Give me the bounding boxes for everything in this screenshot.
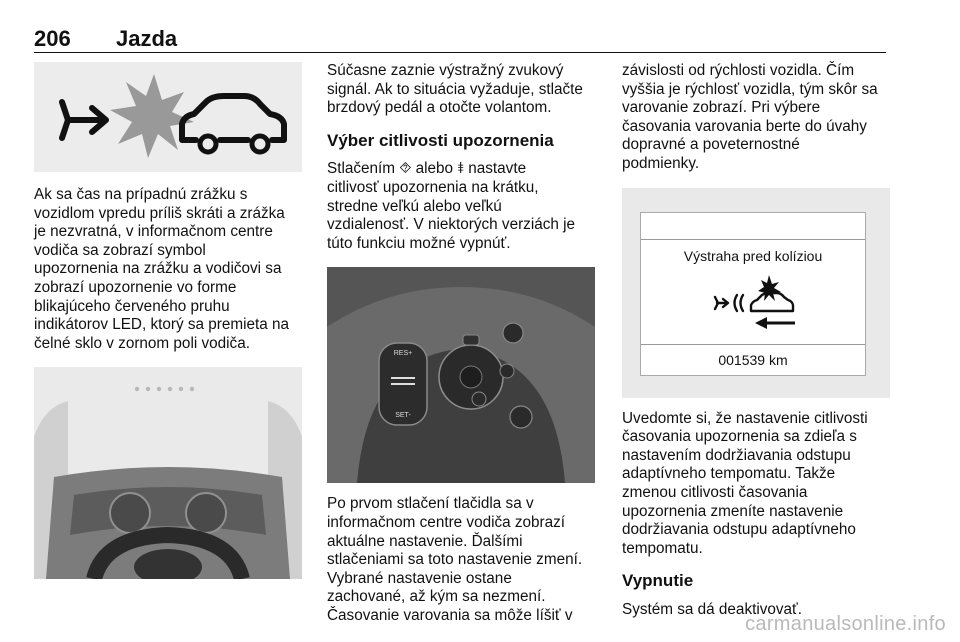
page-number: 206 xyxy=(34,26,71,51)
column-1 xyxy=(34,62,302,579)
col2-paragraph-1: Súčasne zaznie výstražný zvukový signál. Ak to situácia vyžaduje, stlačte brzdový pedál a otočte volantom. xyxy=(327,62,583,117)
steering-wheel-buttons xyxy=(327,267,595,483)
col2-paragraph-2: Stlačením ⯑ alebo ⯒ nastavte citlivosť upozornenia na krátku, stredne veľkú alebo veľkú vzdialenosť. V niektorých verziách je túto funkciu možné vypnúť. xyxy=(327,160,576,252)
heading-sensitivity: Výber citlivosti upozornenia xyxy=(327,130,554,150)
display-screen xyxy=(640,212,866,376)
collision-symbol-figure xyxy=(34,62,302,172)
section-title: Jazda xyxy=(116,26,178,51)
res-plus-label: RES+ xyxy=(393,350,413,358)
display-title: Výstraha pred kolíziou xyxy=(683,247,823,264)
driver-display-figure xyxy=(622,188,890,398)
collision-alert-icon xyxy=(713,275,797,335)
display-odometer: 001539 km xyxy=(718,351,788,368)
col3-paragraph-3: Systém sa dá deaktivovať. xyxy=(622,600,803,618)
watermark: carmanualsonline.info xyxy=(745,613,946,635)
windshield-led-figure xyxy=(34,367,302,579)
column-3 xyxy=(622,62,890,620)
col2-paragraph-3: Po prvom stlačení tlačidla sa v informačnom centre vodiča zobrazí aktuálne nastavenie. Ďalšími stlačeniami sa toto nastavenie zmení. Vybrané nastavenie ostane zachované, až kým sa nezmení. Časovanie varovania sa môže líšiť v xyxy=(327,495,583,624)
heading-disable: Vypnutie xyxy=(622,571,694,591)
col3-paragraph-1: závislosti od rýchlosti vozidla. Čím vyššia je rýchlosť vozidla, tým skôr sa varovanie zobrazí. Pri výbere časovania varovania berte do úvahy dopravné a poveternostné podmienky. xyxy=(622,62,878,172)
column-2 xyxy=(327,62,595,626)
col1-paragraph: Ak sa čas na prípadnú zrážku s vozidlom vpredu príliš skráti a zrážka je nezvratná, v informačnom centre vodiča sa zobrazí symbol upozornenia na zrážku a vodičovi sa zobrazí upozornenie vo forme blikajúceho červeného pruhu indikátorov LED, ktorý sa premieta na čelné sklo v zornom poli vodiča. xyxy=(34,186,290,352)
dashboard-illustration xyxy=(34,367,302,579)
steering-wheel-figure xyxy=(327,267,595,483)
collision-warning-icon xyxy=(34,62,302,172)
set-minus-label: SET- xyxy=(395,412,411,420)
page-header xyxy=(34,22,886,53)
col3-paragraph-2: Uvedomte si, že nastavenie citlivosti časovania upozornenia sa zdieľa s nastavením dodržiavania odstupu adaptívneho tempomatu. Takže zmenou citlivosti časovania upozornenia zmeníte nastavenie dodržiavania odstupu adaptívneho tempomatu. xyxy=(622,409,868,557)
